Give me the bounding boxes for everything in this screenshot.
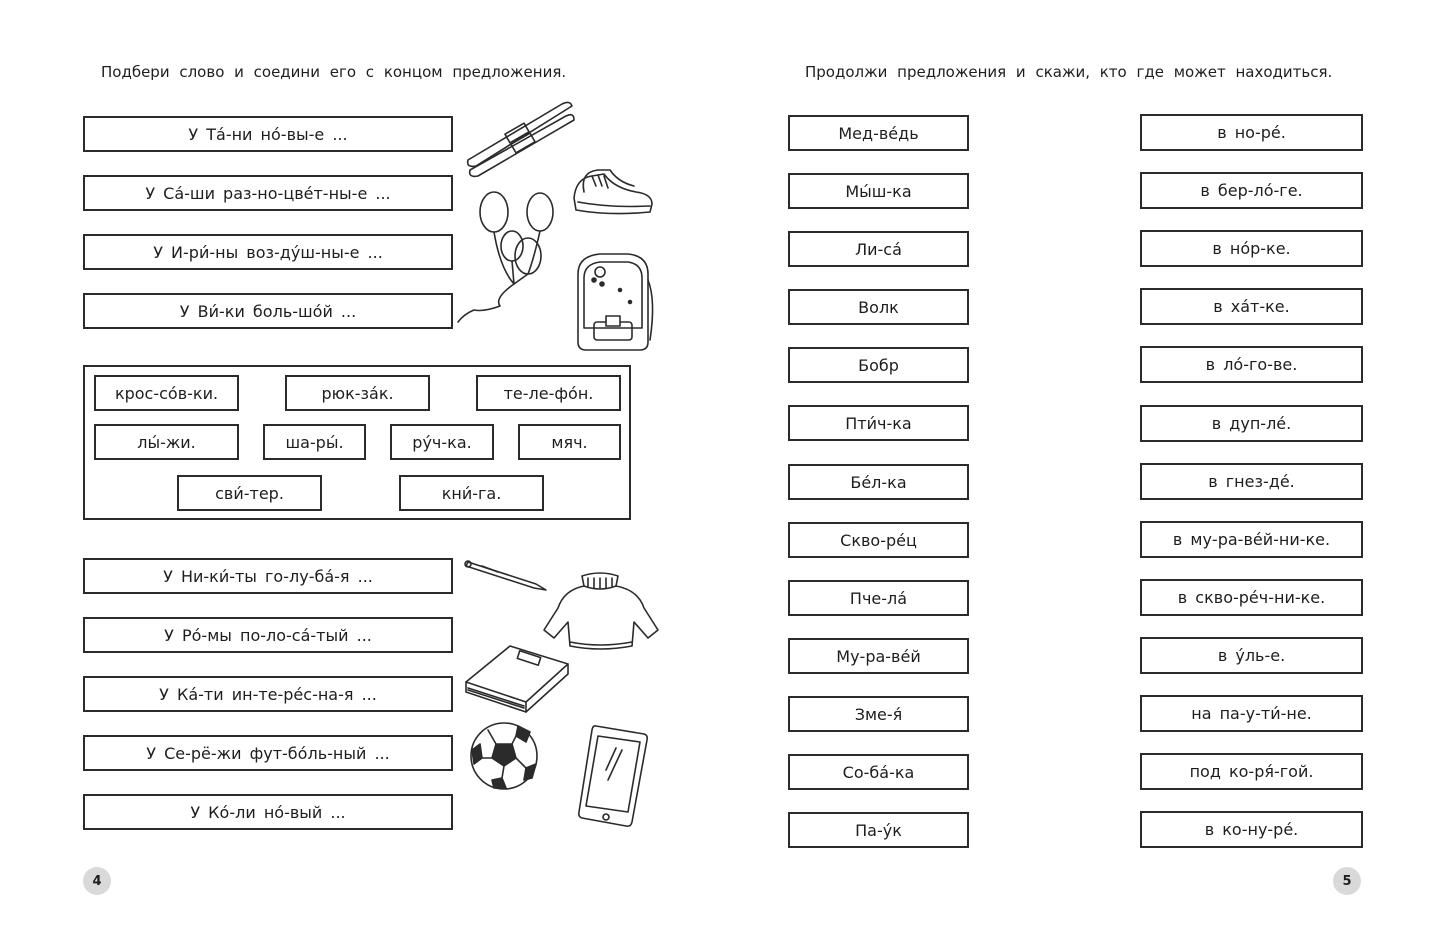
football-illustration xyxy=(468,720,540,792)
animal-box[interactable]: Бобр xyxy=(788,347,969,383)
sentence-box[interactable]: У Ни-ки́-ты го-лу-ба́-я ... xyxy=(83,558,453,594)
animal-box[interactable]: Зме-я́ xyxy=(788,696,969,732)
book-illustration xyxy=(462,642,572,712)
place-box[interactable]: в но-ре́. xyxy=(1140,114,1363,151)
word-card[interactable]: ша-ры́. xyxy=(263,424,366,460)
sentence-box[interactable]: У Ка́-ти ин-те-ре́с-на-я ... xyxy=(83,676,453,712)
right-instruction: Продолжи предложения и скажи, кто где может находиться. xyxy=(805,63,1333,81)
animal-box[interactable]: Со-ба́-ка xyxy=(788,754,969,790)
place-box[interactable]: в ко-ну-ре́. xyxy=(1140,811,1363,848)
left-instruction: Подбери слово и соедини его с концом предложения. xyxy=(101,63,567,81)
animal-box[interactable]: Волк xyxy=(788,289,969,325)
animal-box[interactable]: Му-ра-ве́й xyxy=(788,638,969,674)
animal-box[interactable]: Мед-ве́дь xyxy=(788,115,969,151)
word-card[interactable]: сви́-тер. xyxy=(177,475,322,511)
sentence-box[interactable]: У И-ри́-ны воз-ду́ш-ны-е ... xyxy=(83,234,453,270)
word-card[interactable]: мяч. xyxy=(518,424,621,460)
place-box[interactable]: под ко-ря́-гой. xyxy=(1140,753,1363,790)
word-card[interactable]: те-ле-фо́н. xyxy=(476,375,621,411)
sentence-box[interactable]: У Се-рё-жи фут-бо́ль-ный ... xyxy=(83,735,453,771)
page-number-left: 4 xyxy=(83,867,111,895)
sneakers-illustration xyxy=(570,168,656,220)
place-box[interactable]: в у́ль-е. xyxy=(1140,637,1363,674)
backpack-illustration xyxy=(570,250,656,356)
place-box[interactable]: в ло́-го-ве. xyxy=(1140,346,1363,383)
sentence-box[interactable]: У Ро́-мы по-ло-са́-тый ... xyxy=(83,617,453,653)
place-box[interactable]: в гнез-де́. xyxy=(1140,463,1363,500)
sentence-box[interactable]: У Са́-ши раз-но-цве́т-ны-е ... xyxy=(83,175,453,211)
animal-box[interactable]: Скво-ре́ц xyxy=(788,522,969,558)
place-box[interactable]: в дуп-ле́. xyxy=(1140,405,1363,442)
animal-box[interactable]: Мы́ш-ка xyxy=(788,173,969,209)
page-number-right: 5 xyxy=(1333,867,1361,895)
animal-box[interactable]: Пти́ч-ка xyxy=(788,405,969,441)
place-box[interactable]: в скво-ре́ч-ни-ке. xyxy=(1140,579,1363,616)
phone-illustration xyxy=(576,722,650,830)
word-card[interactable]: крос-со́в-ки. xyxy=(94,375,239,411)
place-box[interactable]: в ха́т-ке. xyxy=(1140,288,1363,325)
word-card[interactable]: лы́-жи. xyxy=(94,424,239,460)
sentence-box[interactable]: У Ко́-ли но́-вый ... xyxy=(83,794,453,830)
word-card[interactable]: рюк-за́к. xyxy=(285,375,430,411)
pen-illustration xyxy=(462,558,548,592)
place-box[interactable]: в бер-ло́-ге. xyxy=(1140,172,1363,209)
place-box[interactable]: на па-у-ти́-не. xyxy=(1140,695,1363,732)
animal-box[interactable]: Пче-ла́ xyxy=(788,580,969,616)
word-card[interactable]: кни́-га. xyxy=(399,475,544,511)
sentence-box[interactable]: У Ви́-ки боль-шо́й ... xyxy=(83,293,453,329)
word-card[interactable]: ру́ч-ка. xyxy=(390,424,494,460)
sentence-box[interactable]: У Та́-ни но́-вы-е ... xyxy=(83,116,453,152)
place-box[interactable]: в му-ра-ве́й-ни-ке. xyxy=(1140,521,1363,558)
animal-box[interactable]: Ли-са́ xyxy=(788,231,969,267)
animal-box[interactable]: Бе́л-ка xyxy=(788,464,969,500)
animal-box[interactable]: Па-у́к xyxy=(788,812,969,848)
balloons-illustration xyxy=(454,188,558,326)
place-box[interactable]: в но́р-ке. xyxy=(1140,230,1363,267)
skis-illustration xyxy=(462,98,576,178)
